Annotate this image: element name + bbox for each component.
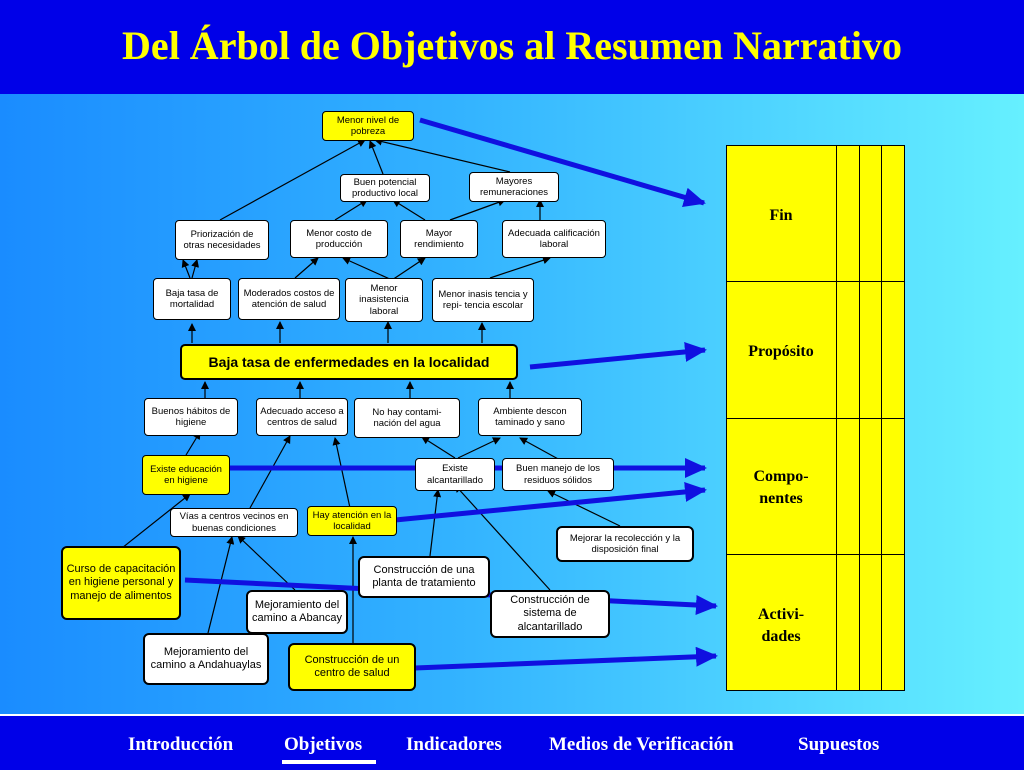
matrix-row-divider: [726, 554, 904, 555]
node-adecuada-calificacion: Adecuada calificación laboral: [502, 220, 606, 258]
matrix-row-componentes: Compo- nentes: [753, 468, 809, 507]
fin-objective: Menor nivel de pobreza: [322, 111, 414, 141]
activity-planta-tratamiento: Construcción de una planta de tratamiento: [358, 556, 490, 598]
matrix-row-divider: [726, 281, 904, 282]
matrix-row-proposito: Propósito: [748, 343, 814, 360]
component-atencion-localidad: Hay atención en la localidad: [307, 506, 397, 536]
component-alcantarillado: Existe alcantarillado: [415, 458, 495, 491]
nav-objetivos[interactable]: Objetivos: [284, 734, 363, 755]
node-menor-costo: Menor costo de producción: [290, 220, 388, 258]
node-mayor-rendimiento: Mayor rendimiento: [400, 220, 478, 258]
matrix-row-fin: Fin: [769, 207, 793, 224]
activity-camino-abancay: Mejoramiento del camino a Abancay: [246, 590, 348, 634]
activity-centro-salud: Construcción de un centro de salud: [288, 643, 416, 691]
cause-ambiente-sano: Ambiente descon taminado y sano: [478, 398, 582, 436]
activity-camino-andahuaylas: Mejoramiento del camino a Andahuaylas: [143, 633, 269, 685]
node-mayores-remuneraciones: Mayores remuneraciones: [469, 172, 559, 202]
node-baja-mortalidad: Baja tasa de mortalidad: [153, 278, 231, 320]
nav-supuestos[interactable]: Supuestos: [798, 734, 880, 755]
cause-acceso-salud: Adecuado acceso a centros de salud: [256, 398, 348, 436]
component-residuos-solidos: Buen manejo de los residuos sólidos: [502, 458, 614, 491]
component-recoleccion: Mejorar la recolección y la disposición final: [556, 526, 694, 562]
matrix-row-actividades: Activi- dades: [757, 606, 805, 645]
activity-sistema-alcantarillado: Construcción de sistema de alcantarillado: [490, 590, 610, 638]
node-buen-potencial: Buen potencial productivo local: [340, 174, 430, 202]
nav-medios-verificacion[interactable]: Medios de Verificación: [549, 734, 734, 755]
cause-no-contaminacion: No hay contami- nación del agua: [354, 398, 460, 438]
node-menor-inasistencia: Menor inasistencia laboral: [345, 278, 423, 322]
nav-introduccion[interactable]: Introducción: [128, 734, 234, 755]
component-vias-centros: Vías a centros vecinos en buenas condiciones: [170, 508, 298, 537]
nav-active-indicator: [282, 760, 376, 764]
node-menor-inasistencia-escolar: Menor inasis tencia y repi- tencia escolar: [432, 278, 534, 322]
node-priorizacion: Priorización de otras necesidades: [175, 220, 269, 260]
nav-indicadores[interactable]: Indicadores: [406, 734, 502, 755]
activity-curso-capacitacion: Curso de capacitación en higiene personal y manejo de alimentos: [61, 546, 181, 620]
matrix-row-divider: [726, 418, 904, 419]
core-objective: Baja tasa de enfermedades en la localidad: [180, 344, 518, 380]
cause-habitos-higiene: Buenos hábitos de higiene: [144, 398, 238, 436]
node-moderados-costos: Moderados costos de atención de salud: [238, 278, 340, 320]
component-educacion-higiene: Existe educación en higiene: [142, 455, 230, 495]
slide-title: Del Árbol de Objetivos al Resumen Narrativo: [122, 23, 902, 68]
